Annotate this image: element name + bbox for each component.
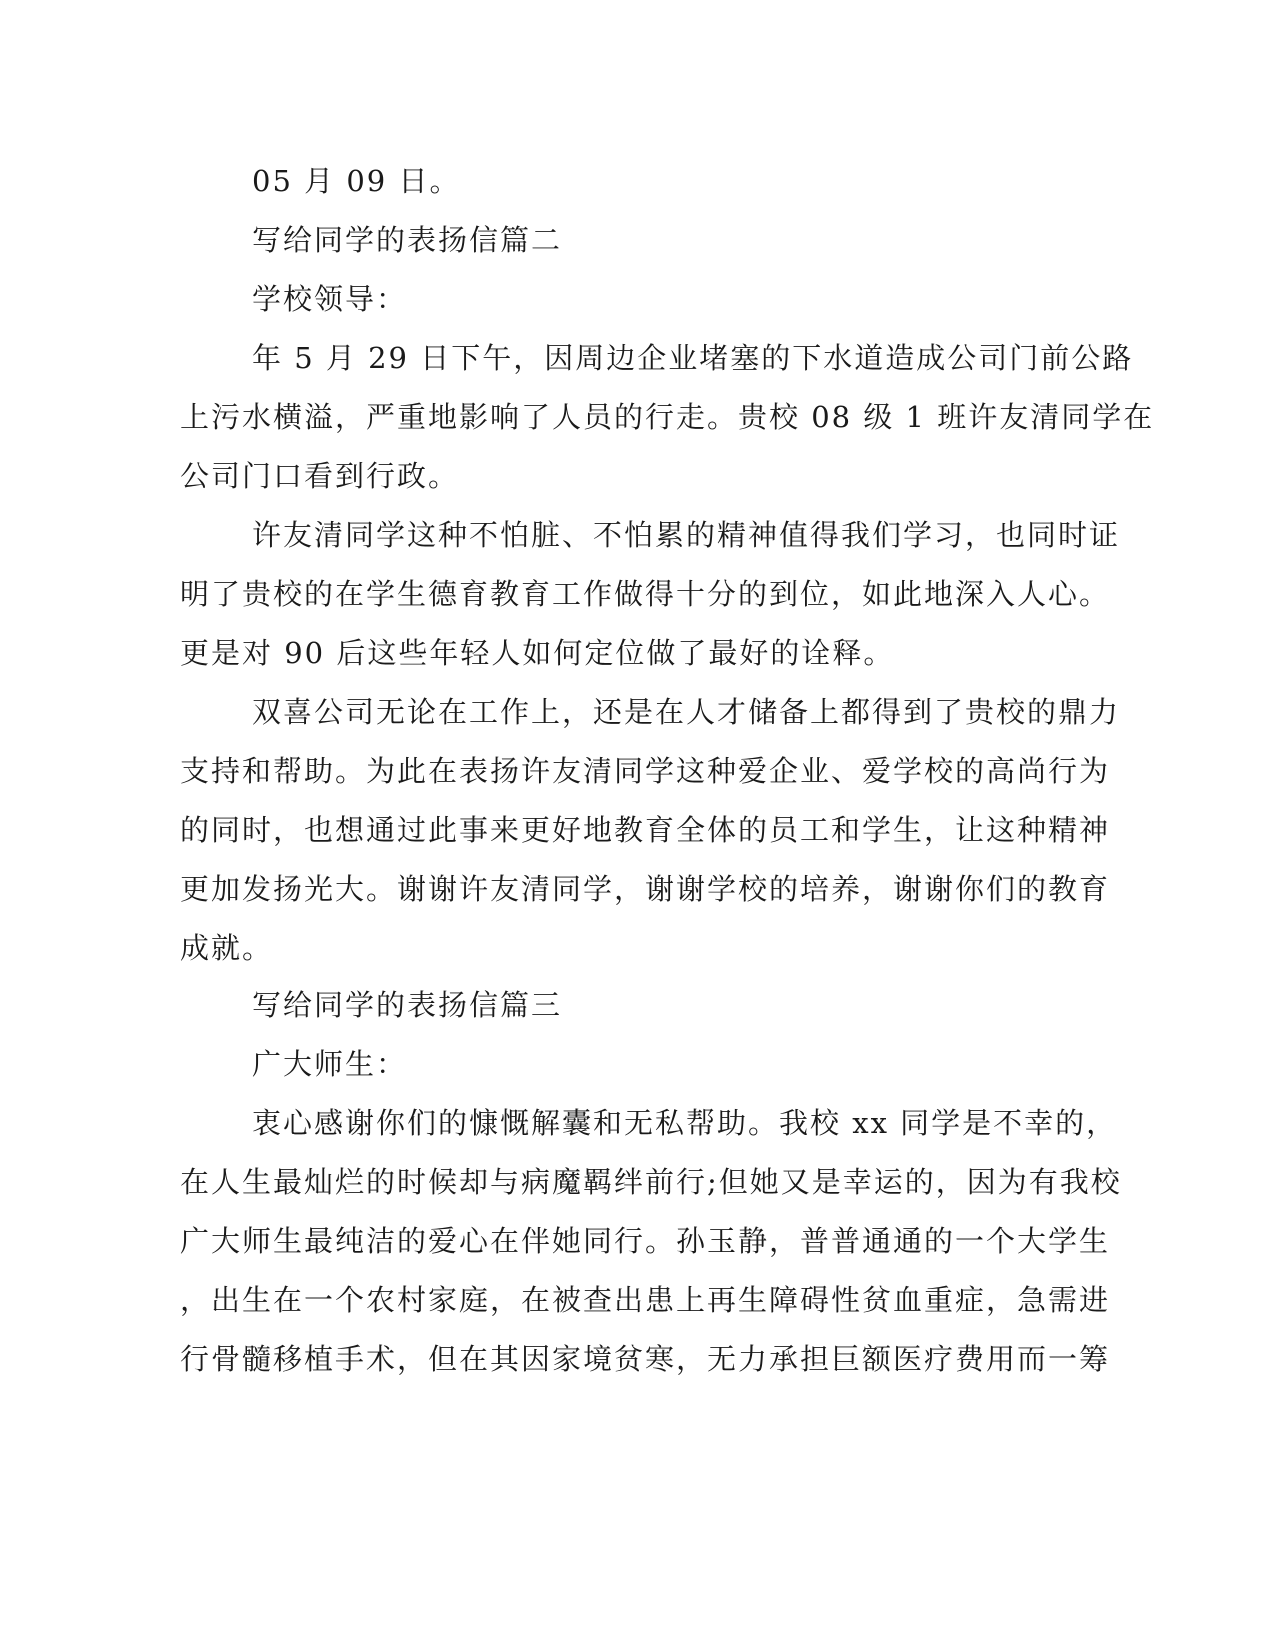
paragraph-line: 衷心感谢你们的慷慨解囊和无私帮助。我校 xx 同学是不幸的， <box>252 1106 1118 1140</box>
paragraph-line: 支持和帮助。为此在表扬许友清同学这种爱企业、爱学校的高尚行为 <box>180 754 1111 788</box>
paragraph-line: 更是对 90 后这些年轻人如何定位做了最好的诠释。 <box>180 636 895 670</box>
paragraph-line: 的同时，也想通过此事来更好地教育全体的员工和学生，让这种精神 <box>180 813 1111 847</box>
paragraph-line: 行骨髓移植手术，但在其因家境贫寒，无力承担巨额医疗费用而一筹 <box>180 1342 1111 1376</box>
section-heading-2: 写给同学的表扬信篇二 <box>252 223 563 257</box>
salutation-teachers-students: 广大师生： <box>252 1047 408 1081</box>
paragraph-line: 更加发扬光大。谢谢许友清同学，谢谢学校的培养，谢谢你们的教育 <box>180 872 1111 906</box>
paragraph-line: 上污水横溢，严重地影响了人员的行走。贵校 08 级 1 班许友清同学在 <box>180 400 1155 434</box>
section-heading-3: 写给同学的表扬信篇三 <box>252 988 563 1022</box>
paragraph-line: 双喜公司无论在工作上，还是在人才储备上都得到了贵校的鼎力 <box>252 695 1121 729</box>
paragraph-line: 许友清同学这种不怕脏、不怕累的精神值得我们学习，也同时证 <box>252 518 1121 552</box>
paragraph-line: 年 5 月 29 日下午，因周边企业堵塞的下水道造成公司门前公路 <box>252 341 1134 375</box>
paragraph-line: 明了贵校的在学生德育教育工作做得十分的到位，如此地深入人心。 <box>180 577 1111 611</box>
salutation-school-leaders: 学校领导： <box>252 282 408 316</box>
paragraph-line: 成就。 <box>180 931 274 965</box>
paragraph-line: ，出生在一个农村家庭，在被查出患上再生障碍性贫血重症，急需进 <box>180 1283 1111 1317</box>
date-line: 05 月 09 日。 <box>252 164 461 198</box>
paragraph-line: 广大师生最纯洁的爱心在伴她同行。孙玉静，普普通通的一个大学生 <box>180 1224 1111 1258</box>
paragraph-line: 在人生最灿烂的时候却与病魔羁绊前行;但她又是幸运的，因为有我校 <box>180 1165 1122 1199</box>
paragraph-line: 公司门口看到行政。 <box>180 459 460 493</box>
